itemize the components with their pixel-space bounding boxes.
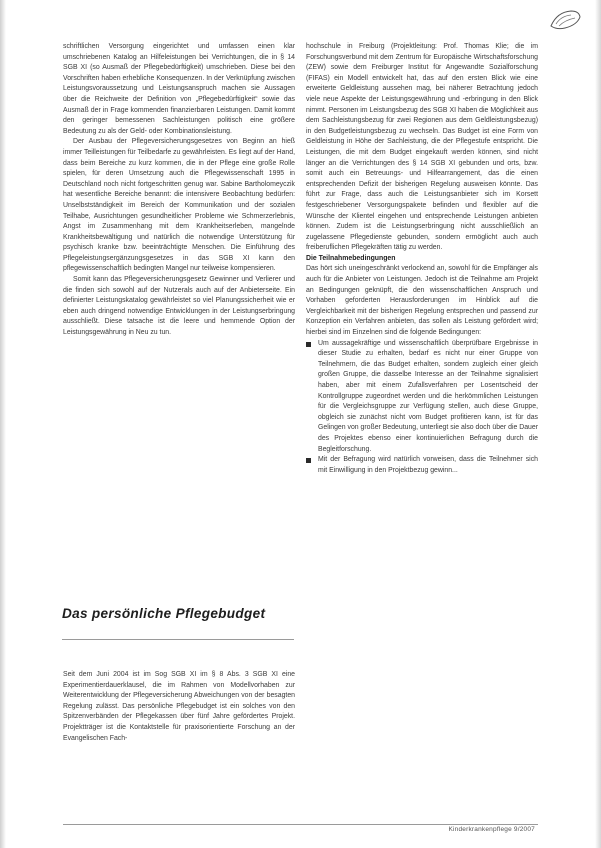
corner-stamp-icon	[547, 8, 583, 32]
right-column	[306, 42, 538, 476]
square-bullet-icon	[306, 342, 311, 347]
list-item-text: Um aussagekräftige und wissenschaftlich überprüfbare Ergebnisse in dieser Studie zu erhalten, bedarf es nicht nur einer Gruppe von Teilnehmern, die das Budget erhalten, sondern zugleich einer gleich großen Gruppe, die dasselbe Interesse an der Teilnahme signalisiert haben, aber mit einem Zufallsverfahren per Losentscheid der Kontrollgruppe zugeordnet werden und die herkömmlichen Leistungen für die Vergleichsgruppe zur Verfügung stellen, auch diese Gruppe, obgleich sie zunächst nicht vom Budget profitieren kann, ist für das Gelingen von großer Bedeutung, unterliegt sie also doch über die Dauer des Projektes ebenso einer kontinuierlichen Befragung durch die Begleitforschung.	[318, 339, 538, 453]
right-subheading: Die Teilnahmebedingungen	[306, 254, 396, 262]
section-heading: Das persönliche Pflegebudget	[62, 606, 266, 621]
footer-rule	[63, 824, 538, 825]
page-right-edge-shadow	[595, 0, 601, 848]
left-paragraph-3: Somit kann das Pflegeversicherungsgesetz Gewinner und Verlierer und die finden sich sowohl auf der Nutzerals auch auf der Anbieterseite. Ein definierter Leistungskatalog gewährleistet so viel Planungssicherheit wie er eben auch dringend notwendige Entwicklungen in der Leistungserbringung ausschließt. Diese tatsache ist die leere und hemmende Option der Leistungsgewährung in Neu zu tun.	[63, 276, 295, 337]
left-paragraph-2: Der Ausbau der Pflegeversicherungsgesetzes von Beginn an hieß immer Teilleistungen für Teilbedarfe zu gewährleisten. Es liegt auf der Hand, dass beim Bereiche zu kurz kommen, die in der Pflege eine große Rolle spielen, für deren Umsetzung auch die Pflegewissenschaft 1995 in Deutschland noch nicht fortgeschritten genug war. Sabine Bartholomeyczik hat wesentliche Bereiche benannt: die intensivere Beobachtung bedürfen: Unselbstständigkeit im Bereich der Kommunikation und der sozialen Teilhabe, Ausrichtungen gesundheitlicher Probleme wie Schmerzerlebnis, Angst im Zusammenhang mit dem Krankheitserleben, mangelnde Krankheitsbewältigung und natürlich die notwendige Unterstützung für psychisch kranke bzw. beeinträchtigte Menschen. Die Einführung des Pflegeleistungsergänzungsgesetzes in das SGB XI kann den pflegewissenschaftlich bedingten Mangel nur teilweise kompensieren.	[63, 138, 295, 273]
left-paragraph-1: schriftlichen Versorgung eingerichtet und umfassen einen klar umschriebenen Katalog an Hilfeleistungen bei Verrichtungen, die in § 14 SGB XI (so Ausmaß der Pflegebedürftigkeit) umschrieben. Diese bei den Vorschriften haben erhebliche Konsequenzen. In der Verknüpfung zwischen Leistungsvoraussetzung und Leistungsanspruch machen sie Aussagen über die Reichweite der Definition von „Pflegebedürftigkeit“ sowie das Ausmaß der in Frage kommenden finanzierbaren Leistungen. Damit kommt den geringer bemessenen Sachleistungen politisch eine größere Bedeutung zu als der Geld- oder Kombinationsleistung.	[63, 43, 295, 135]
right-paragraph-2: Das hört sich uneingeschränkt verlockend an, sowohl für die Empfänger als auch für die Anbieter von Leistungen. Jedoch ist die Teilnahme am Projekt an Bedingungen geknüpft, die den wissenschaftlichen Anspruch und Vorhaben geforderten Herausforderungen im Hinblick auf die Vergleichbarkeit mit der bisherigen Regelung entsprechen und passend zur Konzeption ein Verfahren anbieten, das sollen als Leistung gefördert wird; hierbei sind im Einzelnen sind die folgende Bedingungen:	[306, 265, 538, 337]
conditions-list	[306, 339, 538, 477]
left-column-bottom	[63, 670, 295, 744]
list-item	[306, 455, 538, 476]
right-paragraph-1: hochschule in Freiburg (Projektleitung: Prof. Thomas Klie; die im Forschungsverbund mit dem Zentrum für Europäische Wirtschaftsforschung (ZEW) sowie dem Freiburger Institut für Angewandte Sozialforschung (FIFAS) ein Modell entwickelt hat, das auf den ersten Blick wie eine erweiterte Geldleistung aussehen mag, bei näherer Betrachtung jedoch viele neue Aspekte der Leistungsgewährung und -erbringung in den Blick nimmt. Personen im Leistungsbezug des SGB XI haben die Möglichkeit aus dem Sachleistungsbezug für zwei Regionen aus dem Geldleistungsbezug) in den Budgetleistungsbezug zu wechseln. Das Budget ist eine Form von Geldleistung in Höhe der Sachleistung, die der Pflegestufe entspricht. Die Leistungen, die mit dem Budget eingekauft werden können, sind nicht länger an die Verrichtungen des § 14 SGB XI gebunden und orts, bzw. somit auch ein Betreuungs- und Hilfearrangement, das die einen entsprechenden Defizit der bisherigen Regelung ausweisen könnte. Das führt zur Frage, dass auch die Leistungsanbieter sich im Korsett festgeschriebener Versorgungspakete befinden und flexibler auf die Wünsche der Klientel eingehen und entsprechende Leistungen anbieten können. Zudem ist die Leistungserbringung nicht ausschließlich an zugelassene Pflegedienste gebunden, sondern ermöglicht auch auch freiberuflichen Pflegekräften tätig zu werden.	[306, 43, 538, 252]
square-bullet-icon	[306, 458, 311, 463]
list-item-text: Mit der Befragung wird natürlich vorweisen, dass die Teilnehmer sich mit Einwilligung in den Projektbezug gewinn...	[318, 456, 538, 474]
page-left-edge-shadow	[0, 0, 6, 848]
section-heading-block	[62, 606, 296, 621]
list-item	[306, 339, 538, 456]
left-bottom-paragraph-1: Seit dem Juni 2004 ist im Sog SGB XI im § 8 Abs. 3 SGB XI eine Experimentierdauerklausel, die im Rahmen von Modellvorhaben zur Weiterentwicklung der Pflegeversicherung Abweichungen von der besagten Regelung zulässt. Das persönliche Pflegebudget ist ein solches von den Spitzenverbänden der Pflegekassen über fünf Jahre gefördertes Projekt. Projektträger ist die Kontaktstelle für praxisorientierte Forschung an der Evangelischen Fach-	[63, 671, 295, 742]
heading-rule	[62, 639, 294, 640]
left-column-top	[63, 42, 295, 339]
page-footer: Kinderkrankenpflege 9/2007	[448, 826, 535, 833]
